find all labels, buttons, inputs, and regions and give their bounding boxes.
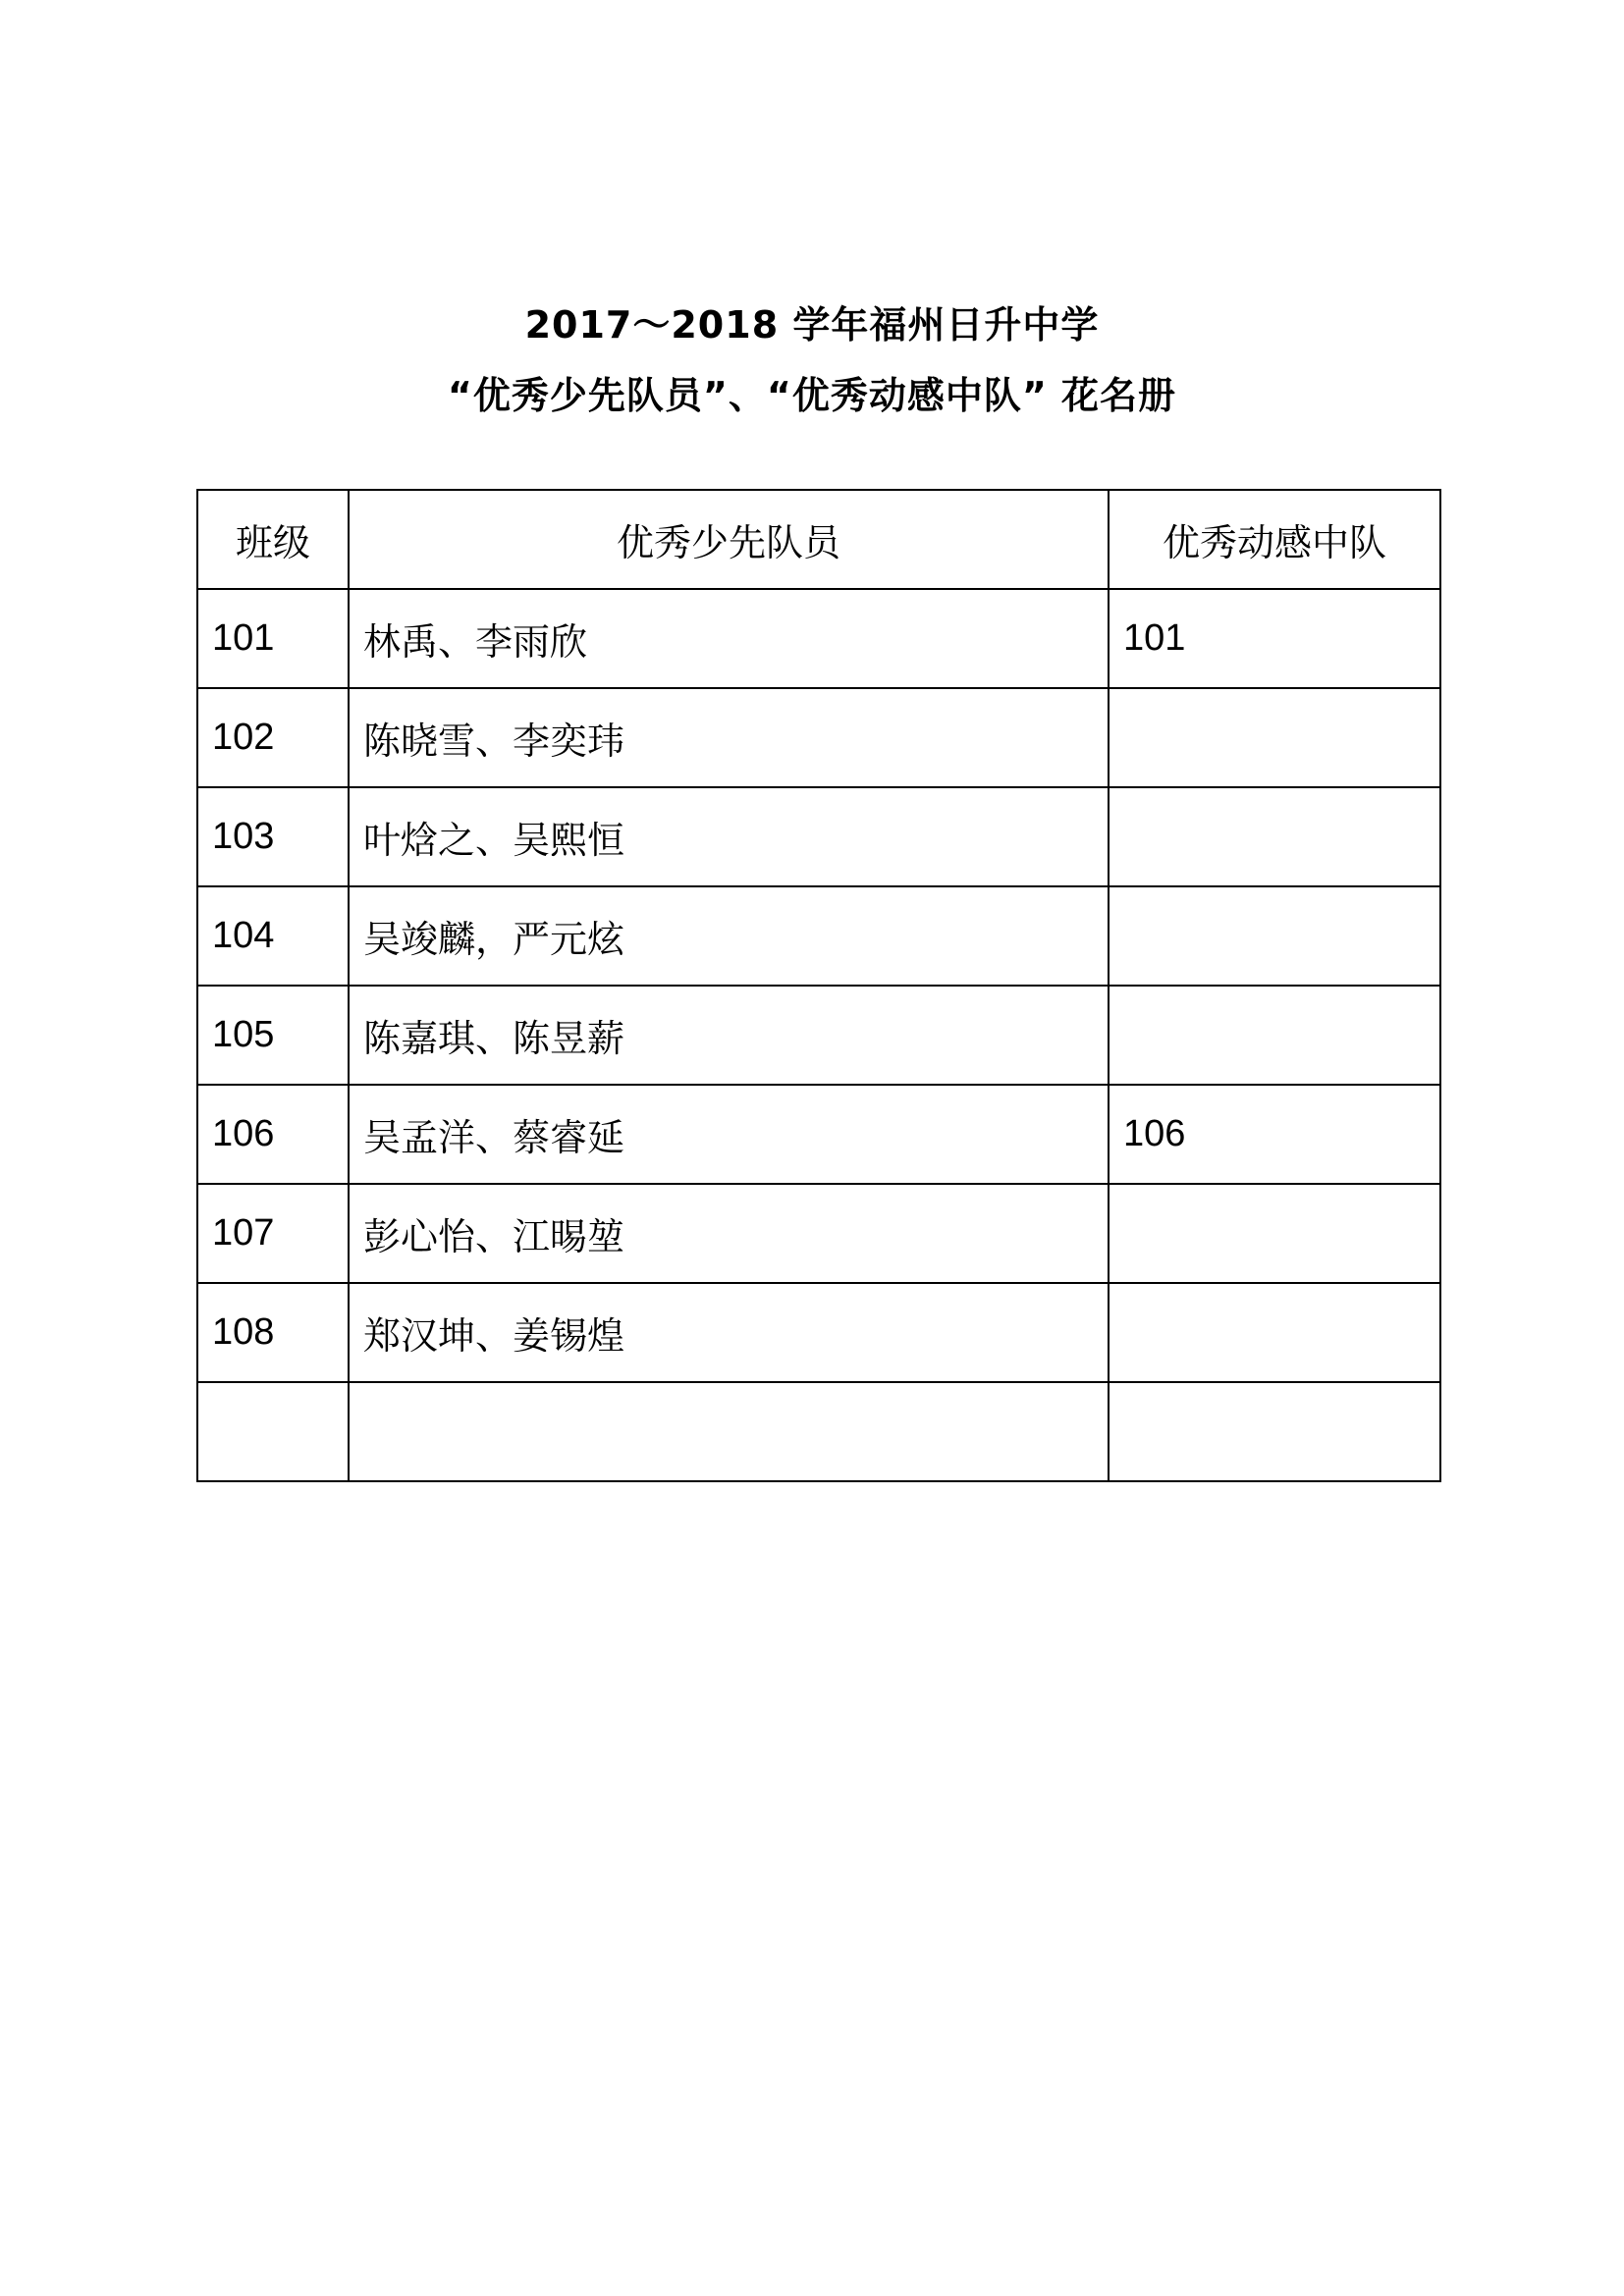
- cell-class: 103: [197, 787, 349, 886]
- table-row: [197, 1085, 1440, 1184]
- cell-squad: 106: [1109, 1085, 1440, 1184]
- header-class: 班级: [197, 490, 349, 589]
- table-row: [197, 886, 1440, 986]
- table-row: [197, 1283, 1440, 1382]
- cell-members: 林禹、李雨欣: [349, 589, 1109, 688]
- cell-class: 101: [197, 589, 349, 688]
- cell-class: 105: [197, 986, 349, 1085]
- cell-squad: [1109, 688, 1440, 787]
- table-row: [197, 688, 1440, 787]
- table-row: [197, 1184, 1440, 1283]
- table-row: [197, 986, 1440, 1085]
- cell-squad: 101: [1109, 589, 1440, 688]
- document-title: [0, 290, 1624, 431]
- cell-class: [197, 1382, 349, 1481]
- cell-class: 107: [197, 1184, 349, 1283]
- cell-members: 吴孟洋、蔡睿延: [349, 1085, 1109, 1184]
- table-row-empty: [197, 1382, 1440, 1481]
- cell-squad: [1109, 986, 1440, 1085]
- table-header-row: [197, 490, 1440, 589]
- cell-class: 104: [197, 886, 349, 986]
- title-line-1: 2017～2018 学年福州日升中学: [524, 303, 1100, 347]
- header-members: 优秀少先队员: [349, 490, 1109, 589]
- cell-squad: [1109, 787, 1440, 886]
- cell-members: 郑汉坤、姜锡煌: [349, 1283, 1109, 1382]
- cell-members: 吴竣麟，严元炫: [349, 886, 1109, 986]
- cell-class: 108: [197, 1283, 349, 1382]
- cell-members: 彭心怡、江晹堃: [349, 1184, 1109, 1283]
- cell-members: [349, 1382, 1109, 1481]
- cell-squad: [1109, 1184, 1440, 1283]
- cell-members: 陈嘉琪、陈昱薪: [349, 986, 1109, 1085]
- cell-class: 102: [197, 688, 349, 787]
- cell-squad: [1109, 1382, 1440, 1481]
- table-row: [197, 787, 1440, 886]
- cell-members: 陈晓雪、李奕玮: [349, 688, 1109, 787]
- header-squad: 优秀动感中队: [1109, 490, 1440, 589]
- cell-class: 106: [197, 1085, 349, 1184]
- roster-table: [196, 489, 1441, 1482]
- table-row: [197, 589, 1440, 688]
- cell-squad: [1109, 1283, 1440, 1382]
- cell-squad: [1109, 886, 1440, 986]
- cell-members: 叶焓之、吴熙恒: [349, 787, 1109, 886]
- title-line-2: “优秀少先队员”、“优秀动感中队” 花名册: [447, 374, 1177, 417]
